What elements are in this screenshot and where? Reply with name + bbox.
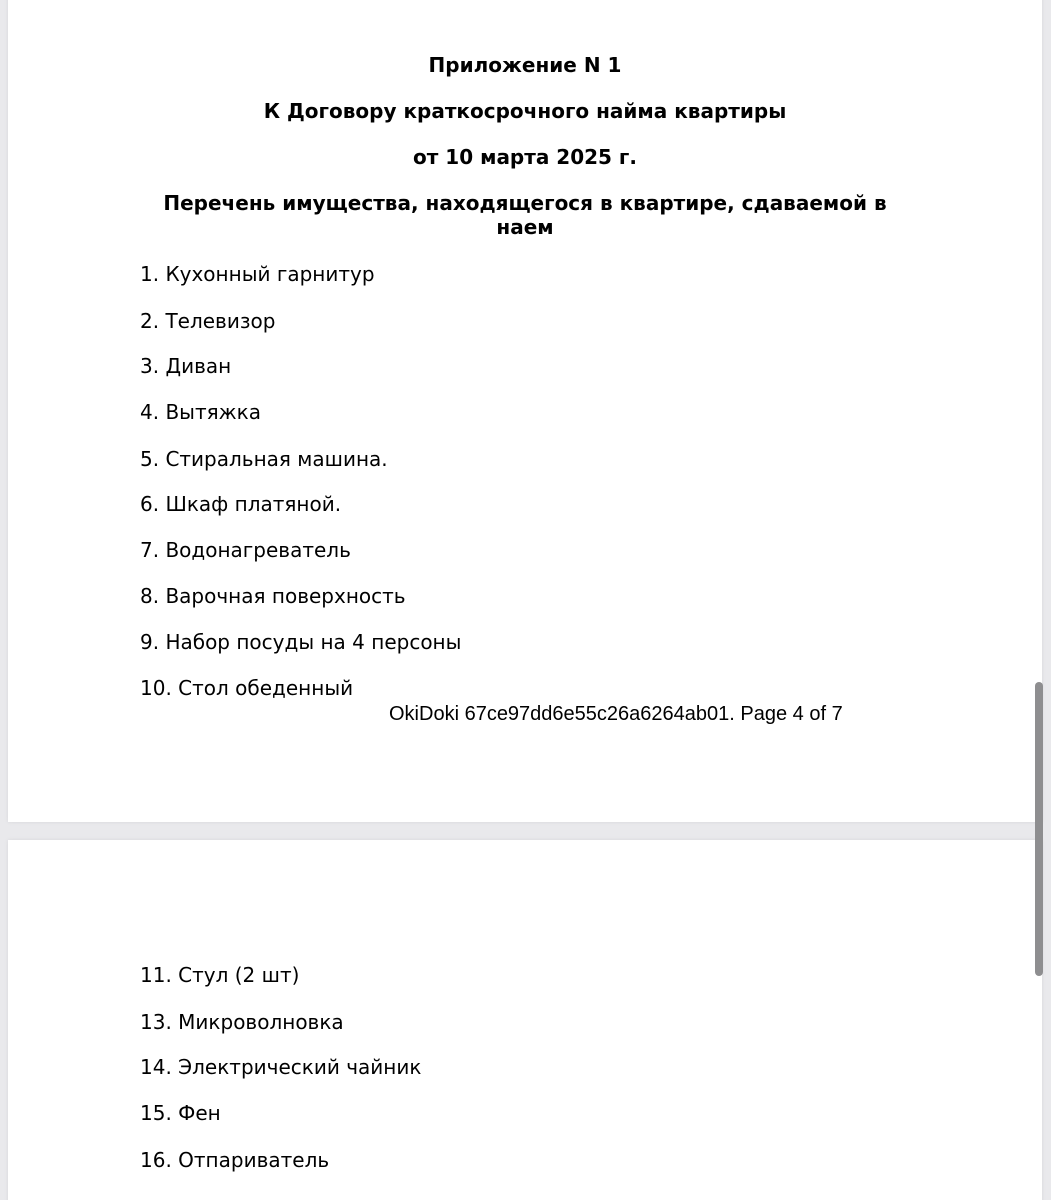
page-footer: OkiDoki 67ce97dd6e55c26a6264ab01. Page 4 of 7 xyxy=(389,703,843,725)
list-item: 6. Шкаф платяной. xyxy=(140,492,342,516)
inventory-heading: Перечень имущества, находящегося в квартире, сдаваемой в наем xyxy=(163,191,887,239)
list-item: 9. Набор посуды на 4 персоны xyxy=(140,630,462,654)
list-item: 7. Водонагреватель xyxy=(140,538,351,562)
list-item: 1. Кухонный гарнитур xyxy=(140,262,375,286)
document-page xyxy=(8,0,1042,822)
list-item: 15. Фен xyxy=(140,1101,221,1125)
document-page xyxy=(8,840,1042,1200)
list-item: 4. Вытяжка xyxy=(140,400,261,424)
list-item: 8. Варочная поверхность xyxy=(140,584,406,608)
list-item: 3. Диван xyxy=(140,354,232,378)
contract-date: от 10 марта 2025 г. xyxy=(413,145,637,169)
list-item: 5. Стиральная машина. xyxy=(140,447,388,471)
contract-subtitle: К Договору краткосрочного найма квартиры xyxy=(263,99,787,123)
list-item: 13. Микроволновка xyxy=(140,1010,344,1034)
appendix-title: Приложение N 1 xyxy=(428,53,622,77)
list-item: 11. Стул (2 шт) xyxy=(140,963,300,987)
list-item: 10. Стол обеденный xyxy=(140,676,354,700)
list-item: 16. Отпариватель xyxy=(140,1148,330,1172)
vertical-scrollbar[interactable] xyxy=(1035,682,1043,976)
list-item: 2. Телевизор xyxy=(140,309,276,333)
list-item: 14. Электрический чайник xyxy=(140,1055,422,1079)
